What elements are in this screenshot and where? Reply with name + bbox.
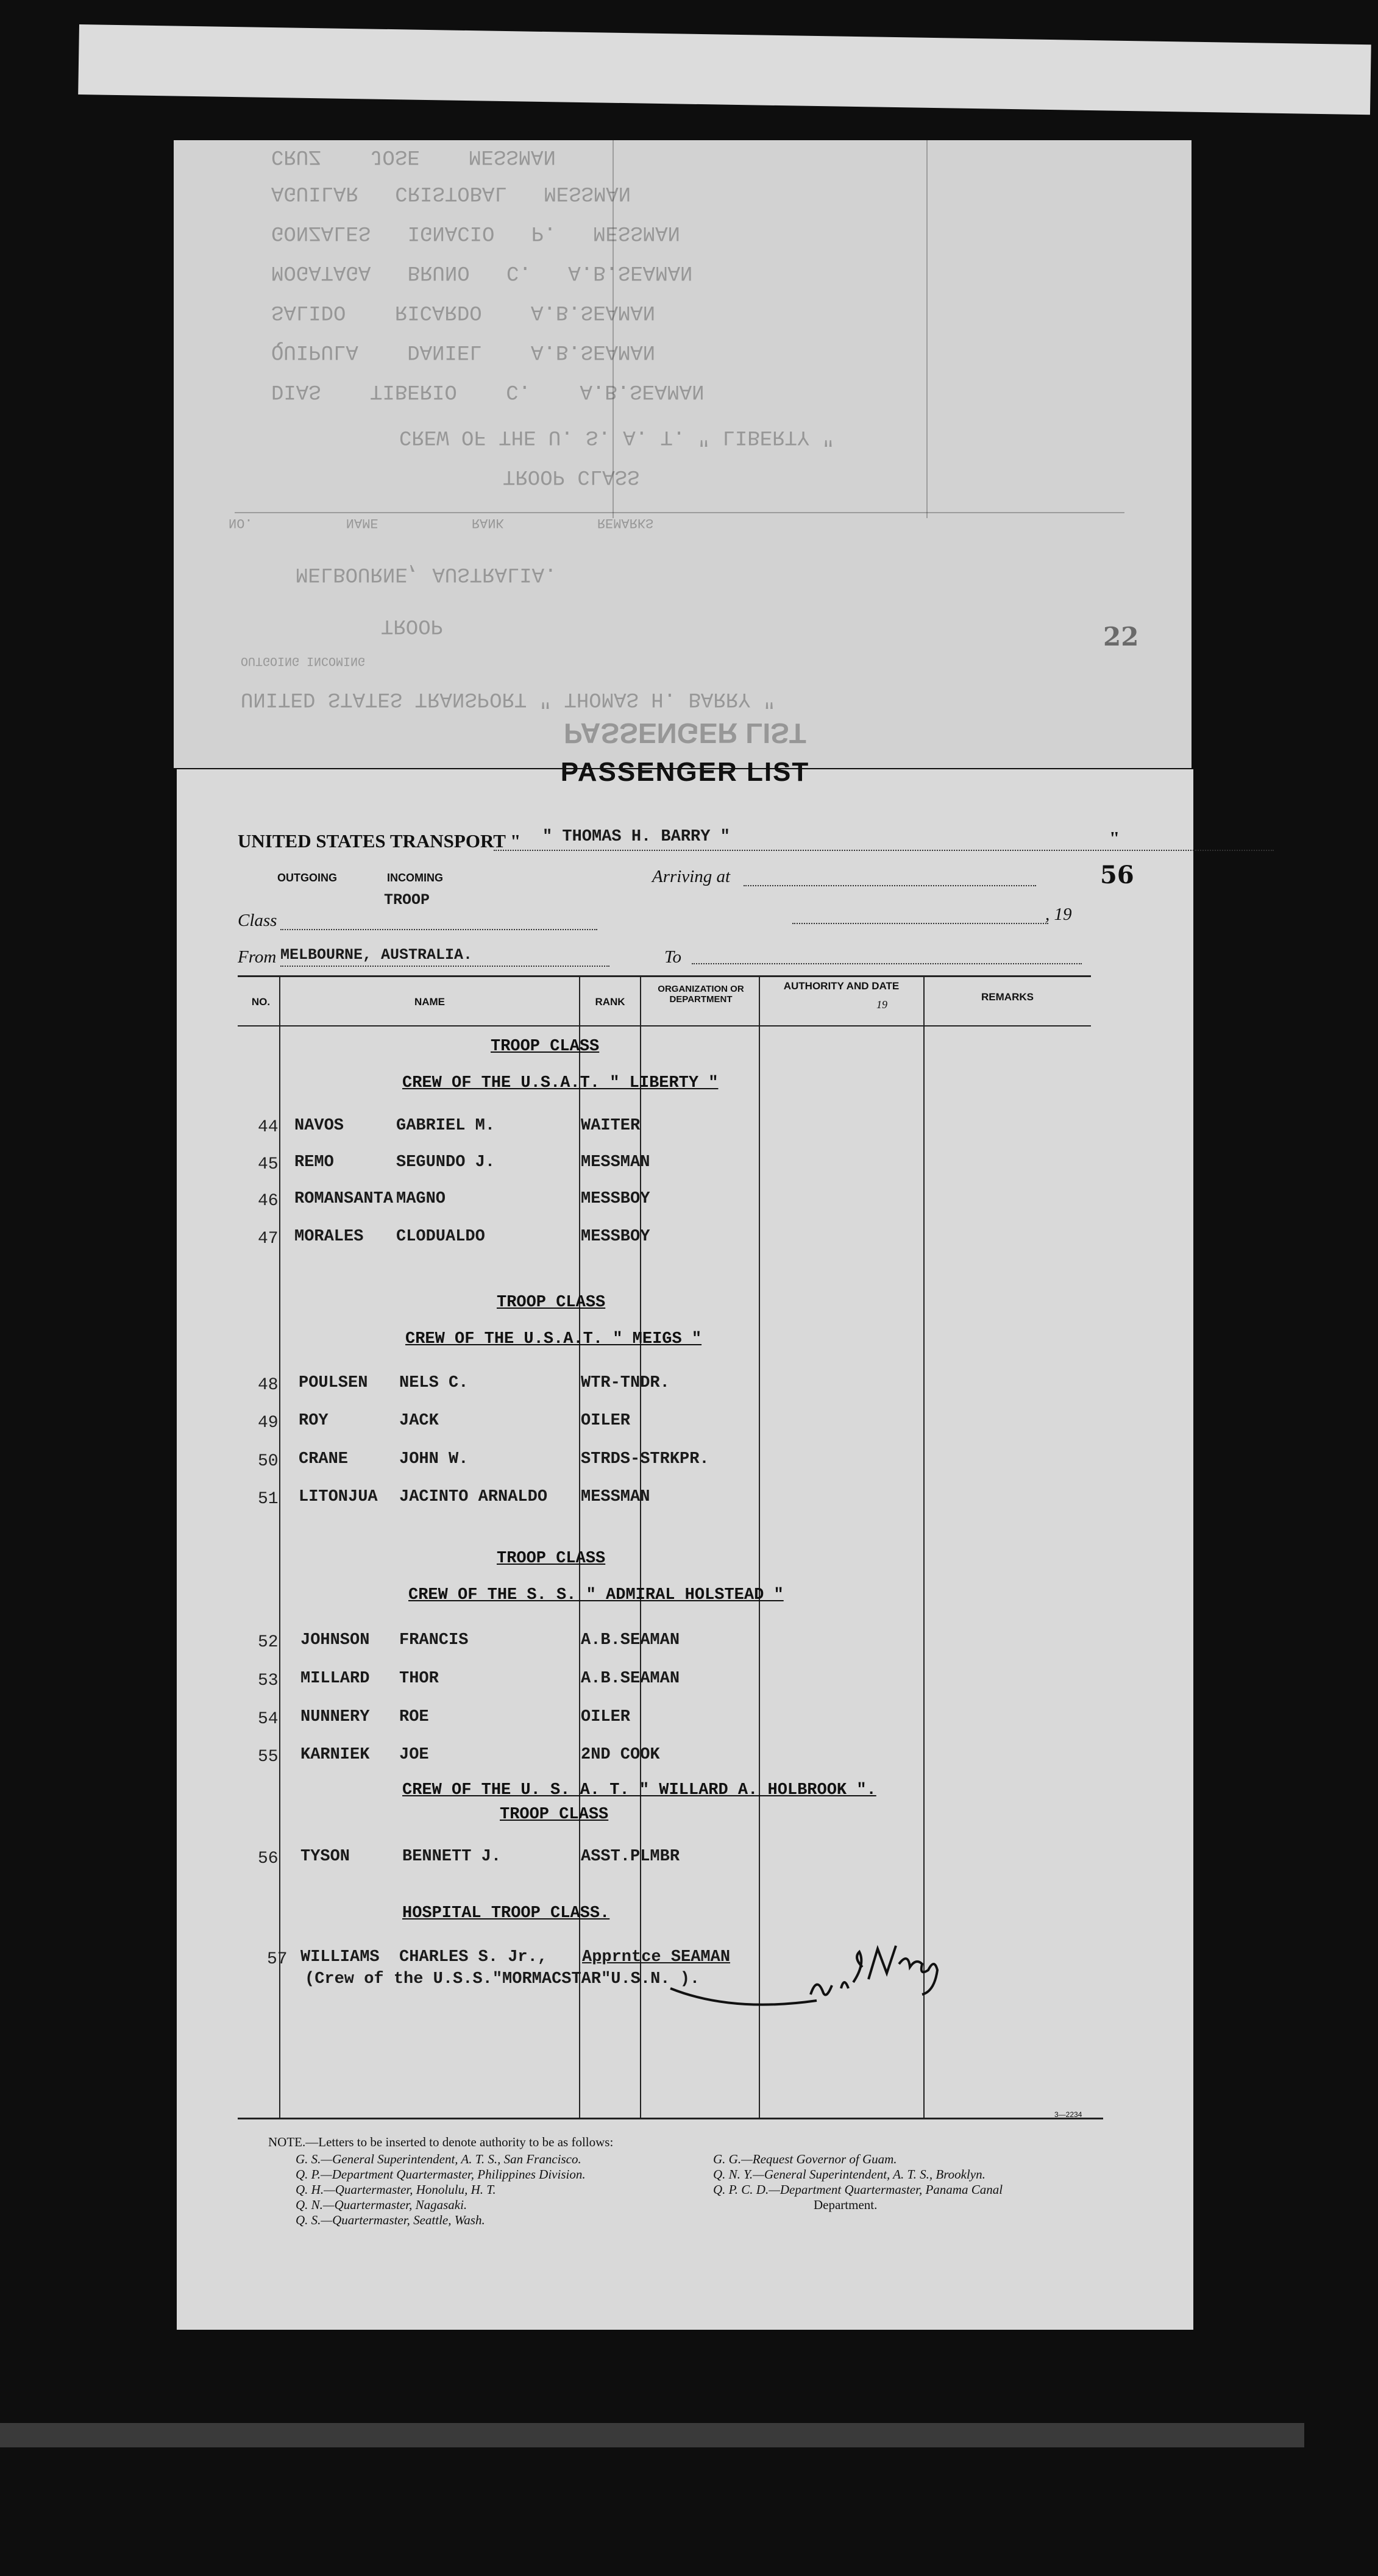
year-label: , 19 bbox=[1045, 905, 1072, 924]
row-number: 45 bbox=[258, 1155, 279, 1174]
to-line bbox=[692, 963, 1082, 964]
row-rank: MESSBOY bbox=[581, 1228, 650, 1246]
folded-page-number: 22 bbox=[1103, 622, 1139, 652]
row-rank: MESSMAN bbox=[581, 1488, 650, 1506]
row-given-name: ROE bbox=[399, 1708, 429, 1726]
row-given-name: CLODUALDO bbox=[396, 1228, 485, 1246]
table-bottom-rule bbox=[238, 2118, 1103, 2119]
passenger-list-page bbox=[177, 757, 1193, 2330]
row-given-name: CHARLES S. Jr., bbox=[399, 1948, 548, 1966]
page-title: PASSENGER LIST bbox=[560, 757, 810, 787]
row-surname: MORALES bbox=[294, 1228, 364, 1246]
troop-value: TROOP bbox=[384, 891, 430, 909]
transport-close-quote: " bbox=[1109, 827, 1120, 849]
mirror-line: DIAS TIBERIO C. A.B.SEAMAN bbox=[271, 379, 705, 402]
row-given-name: JACK bbox=[399, 1412, 439, 1430]
row-surname: ROY bbox=[299, 1412, 329, 1430]
from-line bbox=[280, 966, 609, 967]
outgoing-label: OUTGOING bbox=[277, 872, 337, 884]
note-line: G. S.—General Superintendent, A. T. S., San Francisco. bbox=[296, 2152, 581, 2166]
mirror-line: AGUILAR CRISTOBAL MESSMAN bbox=[271, 181, 631, 204]
table-top-rule bbox=[238, 975, 1091, 977]
row-number: 51 bbox=[258, 1490, 279, 1509]
mirror-grid bbox=[174, 140, 1192, 768]
row-rank: Apprntce SEAMAN bbox=[582, 1948, 731, 1966]
folded-back-page bbox=[174, 140, 1192, 768]
from-label: From bbox=[238, 947, 277, 967]
col-header-name: NAME bbox=[414, 996, 446, 1008]
hospital-class-label: HOSPITAL TROOP CLASS. bbox=[402, 1904, 610, 1923]
row-number: 54 bbox=[258, 1710, 279, 1729]
row-number: 56 bbox=[258, 1849, 279, 1868]
mirror-line: TROOP bbox=[381, 614, 444, 637]
row-rank: STRDS-STRKPR. bbox=[581, 1450, 709, 1468]
transport-line bbox=[494, 850, 1274, 851]
section-crew-label: CREW OF THE U.S.A.T. " LIBERTY " bbox=[402, 1074, 719, 1092]
note-line: Q. N.—Quartermaster, Nagasaki. bbox=[296, 2197, 467, 2212]
row-given-name: FRANCIS bbox=[399, 1631, 469, 1649]
row-number: 53 bbox=[258, 1671, 279, 1690]
mirror-line: SALIDO RICARDO A.B.SEAMAN bbox=[271, 300, 656, 323]
note-line: Q. H.—Quartermaster, Honolulu, H. T. bbox=[296, 2182, 496, 2197]
note-line: Q. S.—Quartermaster, Seattle, Wash. bbox=[296, 2213, 485, 2227]
section-crew-label: CREW OF THE U. S. A. T. " WILLARD A. HOLBROOK ". bbox=[402, 1781, 876, 1799]
arriving-label: Arriving at bbox=[652, 867, 731, 886]
row-number: 48 bbox=[258, 1376, 279, 1395]
row-rank: A.B.SEAMAN bbox=[581, 1631, 680, 1649]
section-class-label: TROOP CLASS bbox=[491, 1037, 600, 1056]
row-surname: CRANE bbox=[299, 1450, 349, 1468]
table-header-rule bbox=[238, 1025, 1091, 1026]
class-label: Class bbox=[238, 911, 277, 930]
row-surname: POULSEN bbox=[299, 1374, 368, 1392]
row-surname: TYSON bbox=[300, 1848, 350, 1866]
row-surname: ROMANSANTA bbox=[294, 1190, 394, 1208]
col-header-remarks: REMARKS bbox=[981, 991, 1034, 1003]
row-rank: WTR-TNDR. bbox=[581, 1374, 670, 1392]
row-surname: MILLARD bbox=[300, 1670, 370, 1688]
row-surname: WILLIAMS bbox=[300, 1948, 380, 1966]
mirror-line: MOGATAGA BRUNO C. A.B.SEAMAN bbox=[271, 260, 693, 283]
note-line: Q. N. Y.—General Superintendent, A. T. S., Brooklyn. bbox=[713, 2167, 986, 2182]
note-line: Q. P. C. D.—Department Quartermaster, Panama Canal bbox=[713, 2182, 1003, 2197]
col-divider-rank bbox=[640, 977, 641, 2118]
note-line: Department. bbox=[814, 2197, 878, 2212]
arriving-line bbox=[744, 885, 1036, 886]
row-number: 47 bbox=[258, 1229, 279, 1248]
form-code: 3—2234 bbox=[1054, 2110, 1082, 2119]
row-number: 46 bbox=[258, 1192, 279, 1211]
row-rank: ASST.PLMBR bbox=[581, 1848, 680, 1866]
row-rank: MESSBOY bbox=[581, 1190, 650, 1208]
row-rank: A.B.SEAMAN bbox=[581, 1670, 680, 1688]
col-header-auth: AUTHORITY AND DATE bbox=[783, 980, 900, 992]
col-divider-name bbox=[579, 977, 580, 2118]
row-rank: MESSMAN bbox=[581, 1153, 650, 1172]
row-number: 50 bbox=[258, 1452, 279, 1471]
mirror-line: MELBOURNE, AUSTRALIA. bbox=[296, 562, 557, 585]
section-crew-label: CREW OF THE U.S.A.T. " MEIGS " bbox=[405, 1330, 702, 1348]
row-given-name: BENNETT J. bbox=[402, 1848, 502, 1866]
col-divider-no bbox=[279, 977, 280, 2118]
row-number: 55 bbox=[258, 1748, 279, 1767]
col-header-auth-year: 19 bbox=[876, 998, 887, 1011]
row-number: 52 bbox=[258, 1633, 279, 1652]
row-number: 57 bbox=[267, 1950, 288, 1969]
transport-label: UNITED STATES TRANSPORT " bbox=[238, 830, 521, 852]
row-given-name: JACINTO ARNALDO bbox=[399, 1488, 548, 1506]
to-label: To bbox=[664, 947, 681, 967]
section-class-label: TROOP CLASS bbox=[497, 1550, 606, 1568]
note-line: Q. P.—Department Quartermaster, Philippines Division. bbox=[296, 2167, 586, 2182]
col-header-no: NO. bbox=[251, 996, 271, 1008]
note-line: G. G.—Request Governor of Guam. bbox=[713, 2152, 897, 2166]
row-surname: NUNNERY bbox=[300, 1708, 370, 1726]
row-number: 49 bbox=[258, 1414, 279, 1432]
section-crew-label: CREW OF THE S. S. " ADMIRAL HOLSTEAD " bbox=[408, 1586, 784, 1604]
section-class-label: TROOP CLASS bbox=[497, 1293, 606, 1312]
mirror-line: OUTGOING INCOMING bbox=[241, 653, 366, 667]
mirror-line: CRUZ JOSE MESSMAN bbox=[271, 144, 556, 168]
row-rank: WAITER bbox=[581, 1117, 641, 1135]
incoming-label: INCOMING bbox=[387, 872, 443, 884]
section-class-label: TROOP CLASS bbox=[500, 1806, 609, 1824]
mirror-line: TROOP CLASS bbox=[503, 464, 640, 488]
mirror-line: CREW OF THE U. S. A. T. " LIBERTY " bbox=[399, 425, 835, 448]
row-surname: JOHNSON bbox=[300, 1631, 370, 1649]
mirror-line: GONZALES IGNACIO P. MESSMAN bbox=[271, 221, 680, 244]
row-surname: REMO bbox=[294, 1153, 334, 1172]
row-surname: KARNIEK bbox=[300, 1746, 370, 1764]
mirror-line: NO. NAME RANK REMARKS bbox=[229, 515, 654, 530]
class-line bbox=[280, 929, 597, 930]
transport-name: " THOMAS H. BARRY " bbox=[542, 828, 730, 846]
page-number: 56 bbox=[1100, 861, 1134, 889]
row-given-name: JOHN W. bbox=[399, 1450, 469, 1468]
mirror-line: PASSENGER LIST bbox=[564, 717, 806, 749]
row-surname: NAVOS bbox=[294, 1117, 344, 1135]
row-given-name: SEGUNDO J. bbox=[396, 1153, 495, 1172]
col-header-rank: RANK bbox=[595, 996, 625, 1008]
mirror-line: UNITED STATES TRANSPORT " THOMAS H. BARRY " bbox=[241, 687, 776, 710]
row-given-name: NELS C. bbox=[399, 1374, 469, 1392]
row-given-name: GABRIEL M. bbox=[396, 1117, 495, 1135]
row-given-name: THOR bbox=[399, 1670, 439, 1688]
row-given-name: MAGNO bbox=[396, 1190, 446, 1208]
from-value: MELBOURNE, AUSTRALIA. bbox=[280, 946, 473, 964]
row-note: (Crew of the U.S.S."MORMACSTAR"U.S.N. ). bbox=[305, 1970, 700, 1988]
row-rank: OILER bbox=[581, 1412, 631, 1430]
date-line bbox=[792, 923, 1048, 924]
mirror-line: QUIPULA DANIEL A.B.SEAMAN bbox=[271, 340, 656, 363]
col-header-org: ORGANIZATION OR DEPARTMENT bbox=[658, 984, 744, 1005]
row-number: 44 bbox=[258, 1118, 279, 1137]
row-surname: LITONJUA bbox=[299, 1488, 378, 1506]
handwritten-signature bbox=[658, 1940, 963, 2043]
row-rank: 2ND COOK bbox=[581, 1746, 660, 1764]
row-given-name: JOE bbox=[399, 1746, 429, 1764]
row-rank: OILER bbox=[581, 1708, 631, 1726]
notes-title: NOTE.—Letters to be inserted to denote authority to be as follows: bbox=[268, 2135, 614, 2149]
scan-bottom-edge bbox=[0, 2423, 1304, 2447]
